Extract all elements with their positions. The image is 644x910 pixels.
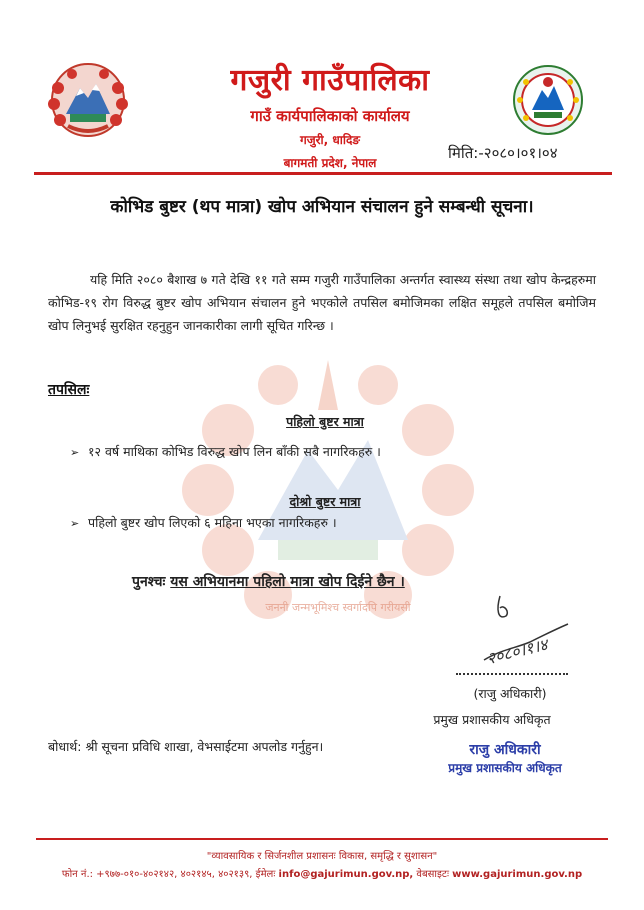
postscript-label: पुनश्चः <box>132 574 166 590</box>
office-name: गाउँ कार्यपालिकाको कार्यालय <box>250 107 410 125</box>
signatory-name: (राजु अधिकारी) <box>473 686 547 701</box>
footer-contact <box>36 866 608 880</box>
watermark-motto: जननी जन्मभूमिश्च स्वर्गादपि गरीयसी <box>265 601 411 614</box>
footer-motto: "व्यावसायिक र सिर्जनशील प्रशासनः विकास, समृद्धि र सुशासन" <box>206 851 438 862</box>
handwritten-signature <box>470 590 580 676</box>
location-line-2: बागमती प्रदेश, नेपाल <box>283 156 377 170</box>
footer-email[interactable]: info@gajurimun.gov.np, <box>278 869 414 880</box>
stamp-title: प्रमुख प्रशासकीय अधिकृत <box>448 761 562 775</box>
footer-phone: फोन नं.: +९७७-०१०-४०२१४२, ४०२१४५, ४०२१३९, <box>61 869 253 880</box>
list-item-text: पहिलो बुष्टर खोप लिएको ६ महिना भएका नागरिकहरु । <box>88 515 337 530</box>
list-item-text: १२ वर्ष माथिका कोभिड विरुद्ध खोप लिन बाँकी सबै नागरिकहरु । <box>88 444 381 459</box>
arrow-bullet-icon: ➢ <box>70 517 80 530</box>
stamp-name: राजु अधिकारी <box>469 742 541 758</box>
signature-date: २०८०।१।४ <box>484 634 550 669</box>
footer-rule <box>36 838 608 840</box>
footer-website-label: वेबसाइटः <box>416 869 449 880</box>
footer-website[interactable]: www.gajurimun.gov.np <box>452 869 583 880</box>
postscript <box>132 572 405 591</box>
date-value: २०८०।०१।०४ <box>483 144 558 162</box>
location-line-1: गजुरी, धादिङ <box>299 133 361 147</box>
group-heading-2: दोश्रो बुष्टर मात्रा <box>289 494 361 509</box>
nepal-emblem-icon <box>44 60 132 140</box>
date-line <box>448 143 558 163</box>
signature-line <box>456 673 568 675</box>
signatory-title: प्रमुख प्रशासकीय अधिकृत <box>433 712 551 727</box>
body-paragraph: यहि मिति २०८० बैशाख ७ गते देखि ११ गते सम्म गजुरी गाउँपालिका अन्तर्गत स्वास्थ्य संस्था तथा खोप केन्द्रहरुमा कोभिड-१९ रोग विरुद्ध बुष्टर खोप अभियान संचालन हुने भएकोले तपसिल बमोजिमका लक्षित समूहले तपसिल बमोजिम खोप लिनुभई सुरक्षित रहनुहुन जानकारीका लागी सूचित गरिन्छ । <box>48 272 596 333</box>
group-heading-1: पहिलो बुष्टर मात्रा <box>286 414 364 429</box>
postscript-text: यस अभियानमा पहिलो मात्रा खोप दिईने छैन । <box>170 574 405 590</box>
footer-email-label: ईमेलः <box>255 869 276 880</box>
municipality-logo-icon <box>506 60 590 140</box>
date-label: मिति:- <box>448 144 484 162</box>
header-rule <box>34 172 612 175</box>
section-label: तपसिलः <box>48 382 90 398</box>
org-name: गजुरी गाउँपालिका <box>230 63 430 98</box>
document-title: कोभिड बुष्टर (थप मात्रा) खोप अभियान संचालन हुने सम्बन्धी सूचना। <box>110 197 534 217</box>
arrow-bullet-icon: ➢ <box>70 446 80 459</box>
cc-line: बोधार्थ: श्री सूचना प्रविधि शाखा, वेभसाईटमा अपलोड गर्नुहुन। <box>48 739 324 754</box>
list-item <box>70 443 381 460</box>
list-item <box>70 514 337 531</box>
